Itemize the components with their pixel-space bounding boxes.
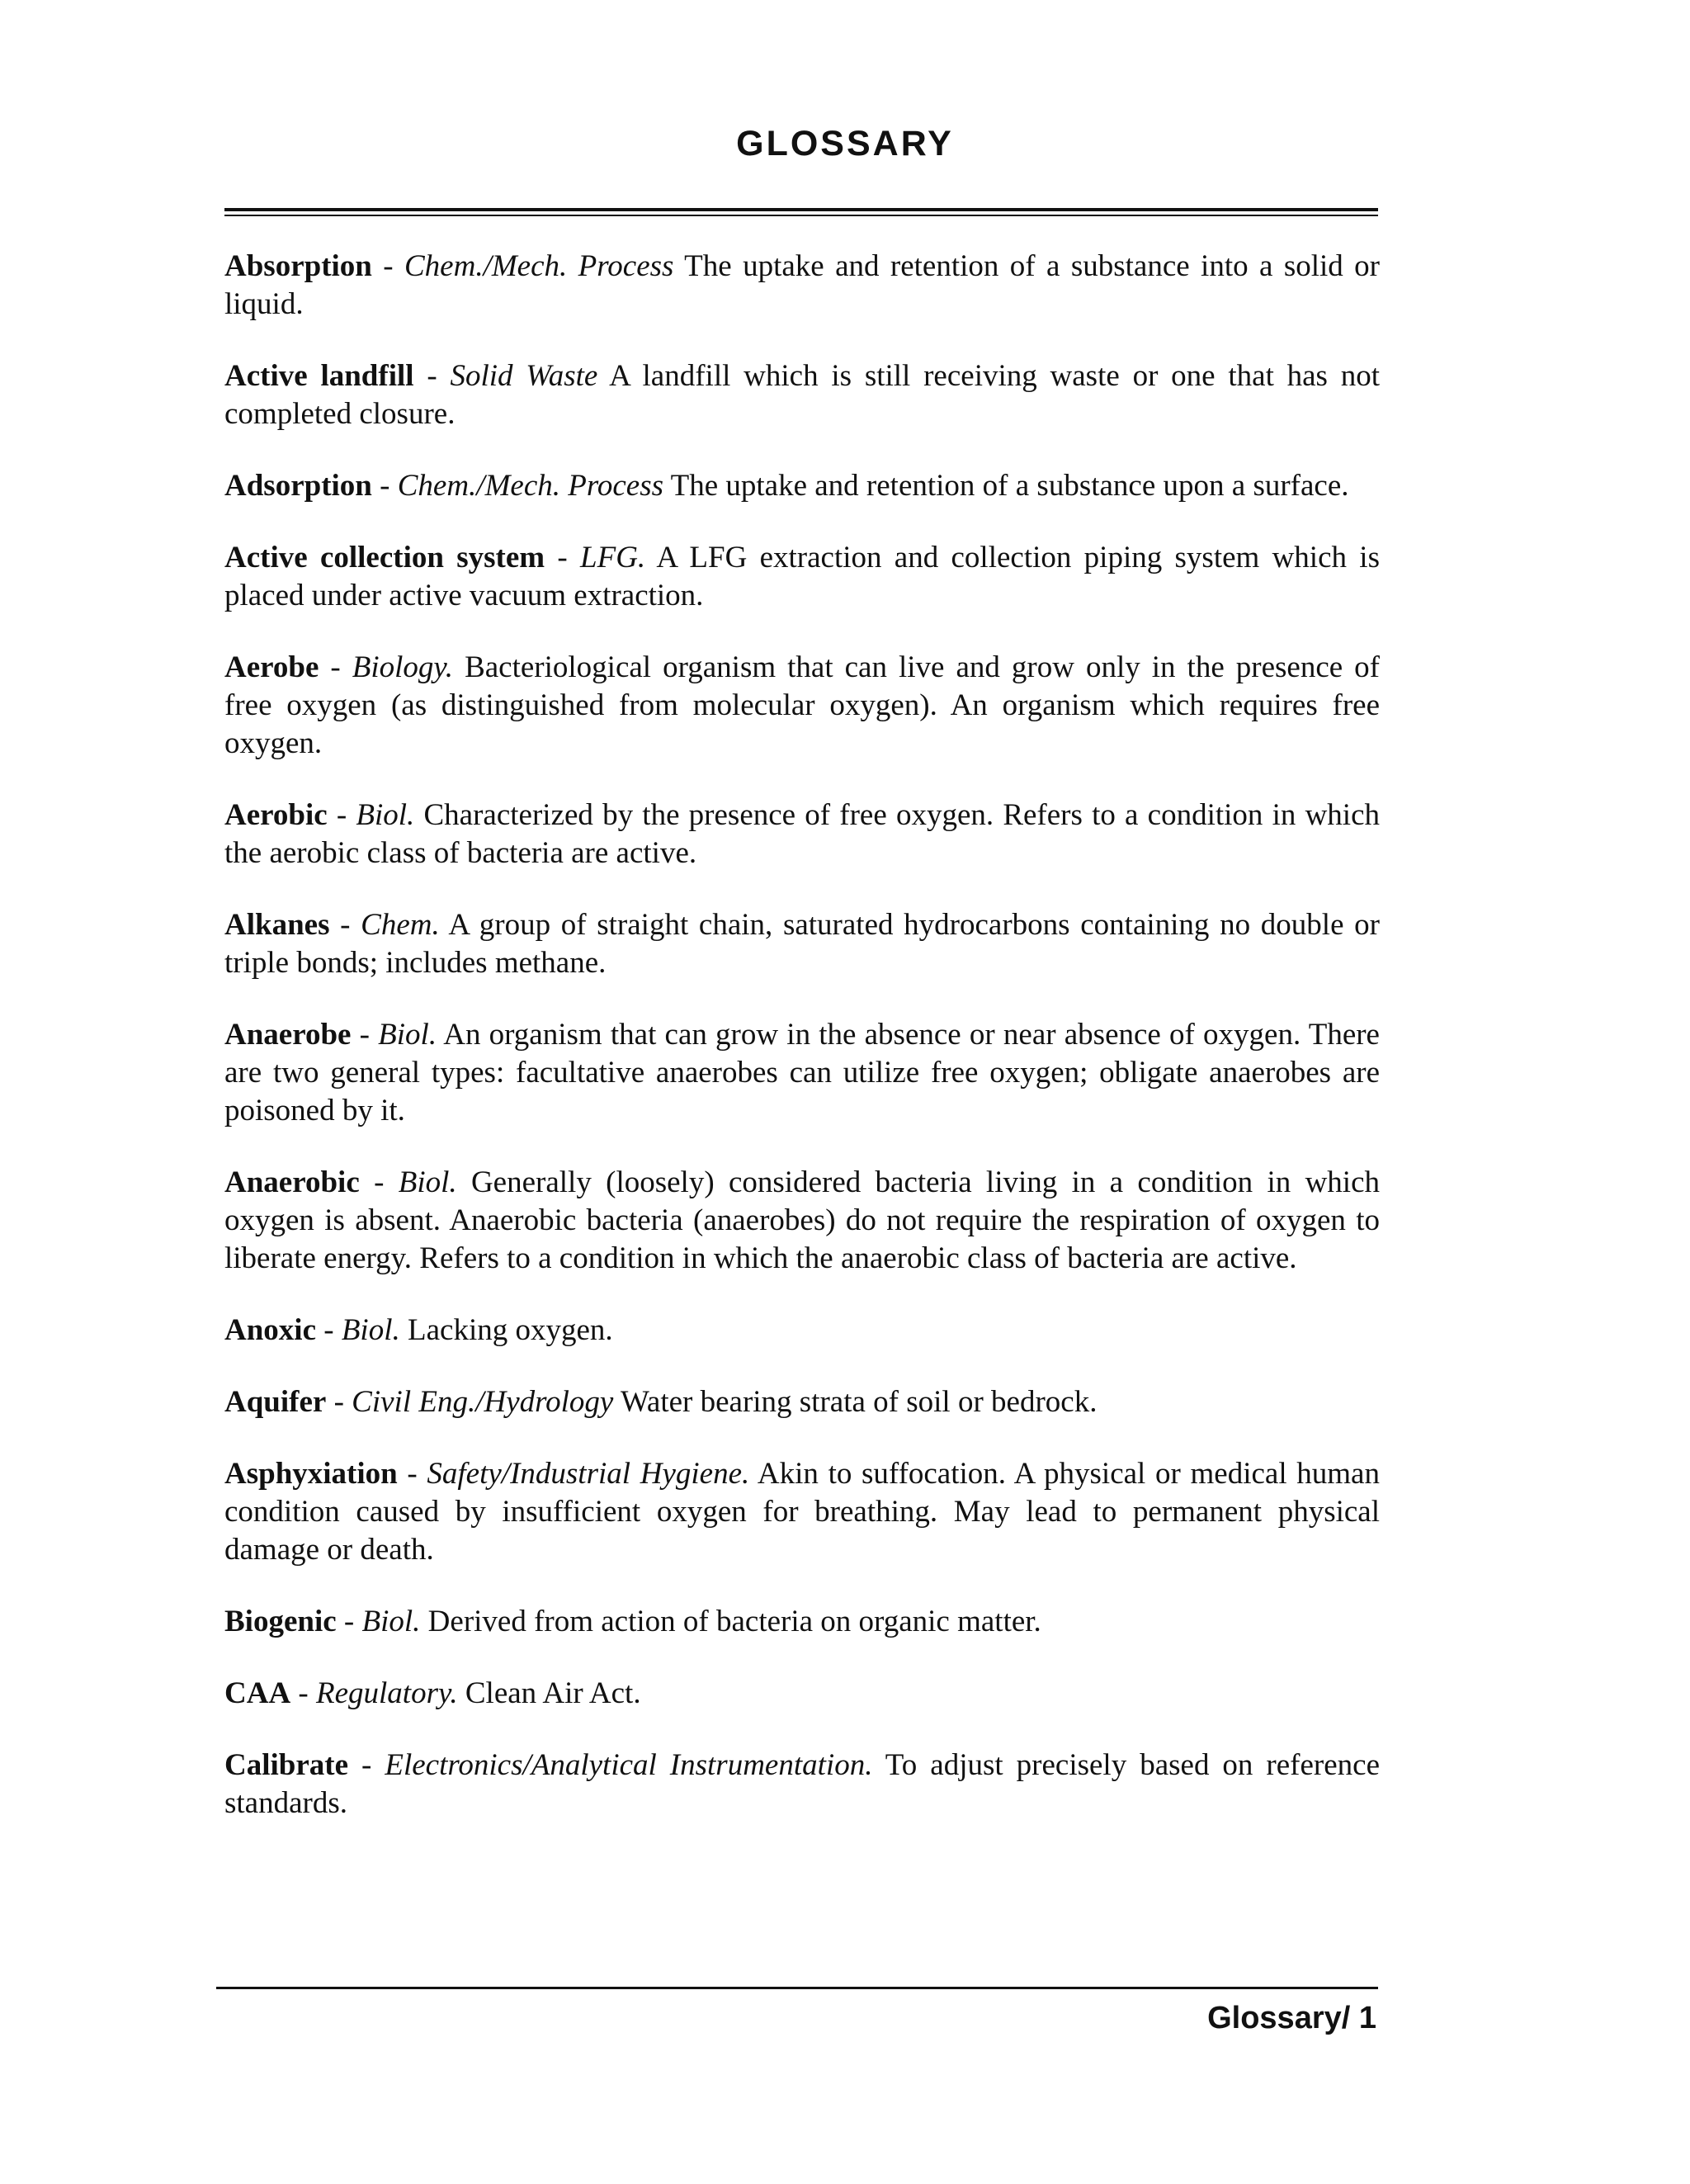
glossary-entry	[224, 539, 1380, 615]
glossary-entry	[224, 1164, 1380, 1278]
entry-category: Solid Waste	[450, 359, 598, 393]
entry-term: Active collection system	[224, 541, 545, 574]
entry-definition: Akin to suffocation. A physical or medical human condition caused by insufficient oxygen for breathing. May lead to permanent physical damage or death.	[224, 1457, 1380, 1567]
entry-separator: -	[319, 650, 352, 684]
entry-definition: Bacteriological organism that can live and grow only in the presence of free oxygen (as distinguished from molecular oxygen). An organism which requires free oxygen.	[224, 650, 1380, 760]
entry-category: Biol.	[341, 1313, 400, 1347]
glossary-entry	[224, 1747, 1380, 1822]
entry-term: Aerobic	[224, 798, 328, 832]
entry-separator: -	[359, 1165, 399, 1199]
entry-term: Biogenic	[224, 1605, 337, 1638]
entry-separator: -	[371, 469, 398, 503]
entry-category: Biol.	[361, 1605, 421, 1638]
entry-term: CAA	[224, 1676, 291, 1710]
glossary-entry	[224, 649, 1380, 763]
entry-category: Regulatory.	[316, 1676, 458, 1710]
entry-definition: An organism that can grow in the absence or near absence of oxygen. There are two general types: facultative anaerobes can utilize free oxygen; obligate anaerobes are poisoned by it.	[224, 1018, 1380, 1127]
entry-term: Anaerobic	[224, 1165, 360, 1199]
entry-separator: -	[371, 249, 404, 283]
entry-category: Biol.	[398, 1165, 457, 1199]
entry-definition: Derived from action of bacteria on organic matter.	[427, 1605, 1041, 1638]
glossary-list	[224, 248, 1380, 1856]
entry-category: Biol.	[378, 1018, 437, 1052]
entry-definition: Characterized by the presence of free oxygen. Refers to a condition in which the aerobic class of bacteria are active.	[224, 798, 1380, 870]
entry-term: Absorption	[224, 249, 372, 283]
entry-definition: A LFG extraction and collection piping system which is placed under active vacuum extraction.	[224, 541, 1380, 612]
glossary-entry	[224, 1383, 1380, 1421]
glossary-entry	[224, 1675, 1380, 1713]
entry-category: Biol.	[356, 798, 415, 832]
glossary-entry	[224, 1603, 1380, 1641]
entry-separator: -	[336, 1605, 362, 1638]
entry-category: Biology.	[352, 650, 454, 684]
entry-term: Asphyxiation	[224, 1457, 398, 1491]
entry-separator: -	[413, 359, 451, 393]
entry-definition: Lacking oxygen.	[408, 1313, 613, 1347]
glossary-entry	[224, 1312, 1380, 1350]
entry-term: Active landfill	[224, 359, 414, 393]
entry-term: Anoxic	[224, 1313, 316, 1347]
entry-category: Safety/Industrial Hygiene.	[427, 1457, 750, 1491]
entry-category: Electronics/Analytical Instrumentation.	[385, 1748, 873, 1782]
entry-definition: The uptake and retention of a substance upon a surface.	[670, 469, 1349, 503]
footer-divider	[216, 1987, 1378, 1989]
entry-term: Aerobe	[224, 650, 319, 684]
entry-definition: A group of straight chain, saturated hydrocarbons containing no double or triple bonds; includes methane.	[224, 908, 1380, 980]
glossary-entry	[224, 1455, 1380, 1569]
glossary-entry	[224, 467, 1380, 505]
title-divider	[224, 208, 1378, 216]
entry-definition: Water bearing strata of soil or bedrock.	[620, 1385, 1098, 1419]
glossary-entry	[224, 906, 1380, 982]
page-footer: Glossary/ 1	[1207, 2001, 1376, 2035]
entry-term: Aquifer	[224, 1385, 327, 1419]
entry-term: Alkanes	[224, 908, 330, 942]
entry-category: Civil Eng./Hydrology	[352, 1385, 614, 1419]
glossary-entry	[224, 248, 1380, 324]
entry-category: Chem./Mech. Process	[397, 469, 664, 503]
entry-term: Calibrate	[224, 1748, 349, 1782]
entry-category: Chem.	[361, 908, 440, 942]
entry-separator: -	[545, 541, 581, 574]
entry-definition: A landfill which is still receiving waste or one that has not completed closure.	[224, 359, 1381, 431]
entry-separator: -	[327, 798, 356, 832]
page-title: GLOSSARY	[736, 124, 954, 163]
entry-separator: -	[348, 1748, 385, 1782]
entry-separator: -	[326, 1385, 352, 1419]
entry-definition: Generally (loosely) considered bacteria living in a condition in which oxygen is absent. Anaerobic bacteria (anaerobes) do not require the respiration of oxygen to liberate energy. Refers to a condition in which the anaerobic class of bacteria are active.	[224, 1165, 1380, 1275]
entry-separator: -	[351, 1018, 379, 1052]
entry-definition: To adjust precisely based on reference standards.	[224, 1748, 1381, 1820]
entry-category: Chem./Mech. Process	[404, 249, 674, 283]
entry-separator: -	[316, 1313, 342, 1347]
entry-term: Adsorption	[224, 469, 372, 503]
entry-separator: -	[397, 1457, 427, 1491]
entry-definition: The uptake and retention of a substance into a solid or liquid.	[224, 249, 1380, 321]
entry-separator: -	[329, 908, 361, 942]
glossary-entry	[224, 357, 1380, 433]
entry-definition: Clean Air Act.	[465, 1676, 641, 1710]
entry-term: Anaerobe	[224, 1018, 352, 1052]
entry-separator: -	[290, 1676, 316, 1710]
glossary-entry	[224, 797, 1380, 872]
glossary-entry	[224, 1016, 1380, 1130]
entry-category: LFG.	[580, 541, 646, 574]
